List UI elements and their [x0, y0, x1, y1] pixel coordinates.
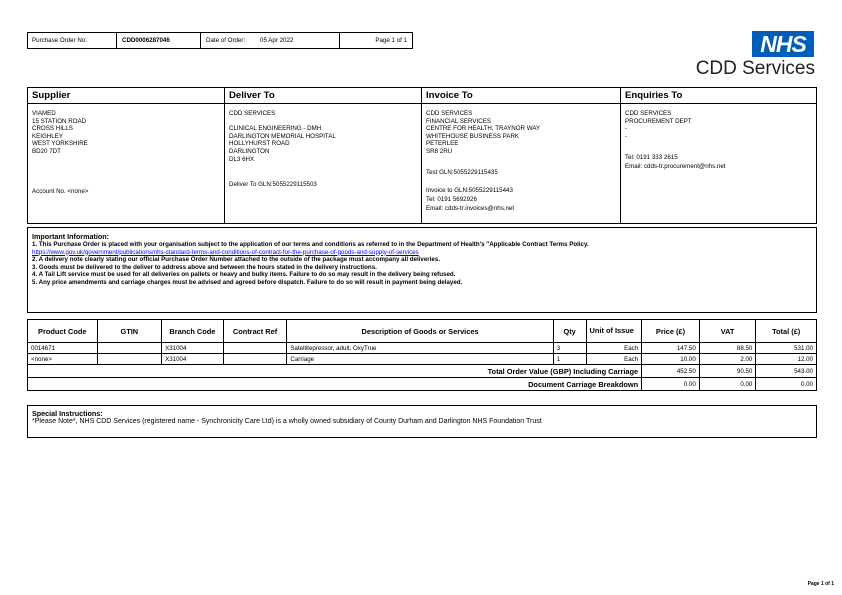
divider [200, 33, 201, 48]
order-header-strip [27, 32, 413, 49]
enquiries-heading: Enquiries To [621, 88, 816, 104]
cell-description: Satellitepressor, adult, OxyTrue [287, 343, 553, 354]
invoice-tel: Tel: 0191 5692926 [426, 196, 477, 203]
supplier-address: VIAMED 15 STATION ROAD CROSS HILLS KEIGHLEY WEST YORKSHIRE BD20 7DT [32, 110, 88, 155]
cell-product-code: 0014671 [28, 343, 98, 354]
deliver-section [225, 88, 421, 223]
col-total: Total (£) [756, 320, 817, 343]
cell-price: 10.00 [642, 354, 700, 365]
total-row [28, 365, 817, 378]
invoice-test-gln: Test GLN:5055229115435 [426, 169, 498, 176]
info-item-5: 5. Any price amendments and carriage charges must be advised and agreed before dispatch. Failure to do so will result in payment being delayed. [32, 278, 463, 286]
special-heading: Special Instructions: [32, 409, 103, 418]
table-row [28, 343, 817, 354]
important-information [27, 227, 817, 313]
carriage-total: 0.00 [756, 378, 817, 391]
deliver-gln: Deliver To GLN:5055229115503 [229, 181, 317, 188]
cell-vat: 2.00 [699, 354, 756, 365]
deliver-address: CDD SERVICES CLINICAL ENGINEERING - DMH DARLINGTON MEMORIAL HOSPITAL HOLLYHURST ROAD DARLINGTON DL3 6HX [229, 110, 336, 163]
total-price: 452.50 [642, 365, 700, 378]
cell-contract-ref [223, 354, 287, 365]
special-text: *Please Note*, NHS CDD Services (registered name - Synchronicity Care Ltd) is a wholly owned subsidiary of County Durham and Darlington NHS Foundation Trust [32, 418, 542, 425]
col-gtin: GTIN [97, 320, 162, 343]
brand-name: CDD Services [695, 58, 815, 79]
total-vat: 90.50 [699, 365, 756, 378]
divider [116, 33, 117, 48]
invoice-section [422, 88, 620, 223]
cell-product-code: <none> [28, 354, 98, 365]
cell-qty: 1 [553, 354, 586, 365]
po-label: Purchase Order No: [32, 37, 88, 44]
enquiries-address: CDD SERVICES PROCUREMENT DEPT - - [625, 110, 692, 140]
supplier-heading: Supplier [28, 88, 224, 104]
info-item-2: 2. A delivery note clearly stating our official Purchase Order Number attached to the outside of the package must accompany all deliveries. [32, 256, 441, 264]
divider [339, 33, 340, 48]
cell-unit: Each [586, 343, 642, 354]
info-heading: Important Information: [32, 232, 110, 241]
carriage-label: Document Carriage Breakdown [28, 378, 642, 391]
col-description: Description of Goods or Services [287, 320, 553, 343]
invoice-email: Email: cdds-tr.invoices@nhs.net [426, 205, 515, 212]
invoice-address: CDD SERVICES FINANCIAL SERVICES CENTRE FOR HEALTH, TRAYNOR WAY WHITEHOUSE BUSINESS PARK PETERLEE SR8 2RU [426, 110, 541, 155]
cell-contract-ref [223, 343, 287, 354]
enquiries-section [621, 88, 816, 223]
col-price: Price (£) [642, 320, 700, 343]
page-number: Page 1 of 1 [375, 37, 407, 44]
table-row [28, 354, 817, 365]
carriage-price: 0.00 [642, 378, 700, 391]
col-contract-ref: Contract Ref [223, 320, 287, 343]
carriage-vat: 0.00 [699, 378, 756, 391]
enquiries-tel: Tel: 0191 333 2615 [625, 154, 678, 161]
supplier-section [28, 88, 224, 223]
cell-gtin [97, 343, 162, 354]
cell-unit: Each [586, 354, 642, 365]
special-instructions [27, 405, 817, 438]
date-label: Date of Order: [206, 37, 246, 44]
info-item-4: 4. A Tail Lift service must be used for all deliveries on pallets or heavy and bulky items. Failure to do so may result in the delivery being refused. [32, 271, 456, 279]
info-item-3: 3. Goods must be delivered to the deliver to address above and between the hours stated in the delivery instructions. [32, 263, 377, 271]
cell-description: Carriage [287, 354, 553, 365]
cell-total: 531.00 [756, 343, 817, 354]
col-unit-of-issue: Unit of Issue [586, 320, 642, 343]
supplier-account: Account No. <none> [32, 188, 89, 195]
date-value: 05 Apr 2022 [260, 37, 294, 44]
invoice-gln: Invoice to GLN:5055229115443 [426, 187, 513, 194]
po-number: CDD0006287046 [122, 37, 170, 44]
col-vat: VAT [699, 320, 756, 343]
carriage-row [28, 378, 817, 391]
col-qty: Qty [553, 320, 586, 343]
col-product-code: Product Code [28, 320, 98, 343]
footer-page-number: Page 1 of 1 [807, 581, 834, 587]
enquiries-email: Email: cdds-tr.procurement@nhs.net [625, 163, 726, 170]
cell-vat: 88.50 [699, 343, 756, 354]
cell-gtin [97, 354, 162, 365]
terms-link[interactable]: https://www.gov.uk/government/publications/nhs-standard-terms-and-conditions-of-contract-for-the-purchase-of-goods-and-supply-of-services [32, 248, 419, 256]
nhs-logo: NHS [752, 31, 814, 57]
address-block [27, 87, 817, 224]
cell-qty: 3 [553, 343, 586, 354]
total-amount: 543.00 [756, 365, 817, 378]
info-item-1: 1. This Purchase Order is placed with your organisation subject to the application of our terms and conditions as referred to in the Department of Health's "Applicable Contract Terms Policy. [32, 241, 589, 248]
col-branch-code: Branch Code [162, 320, 224, 343]
deliver-heading: Deliver To [225, 88, 421, 104]
table-header-row [28, 320, 817, 343]
invoice-heading: Invoice To [422, 88, 620, 104]
order-lines-table [27, 319, 817, 391]
total-label: Total Order Value (GBP) Including Carriage [28, 365, 642, 378]
cell-branch-code: X31004 [162, 343, 224, 354]
cell-total: 12.00 [756, 354, 817, 365]
cell-price: 147.50 [642, 343, 700, 354]
cell-branch-code: X31004 [162, 354, 224, 365]
